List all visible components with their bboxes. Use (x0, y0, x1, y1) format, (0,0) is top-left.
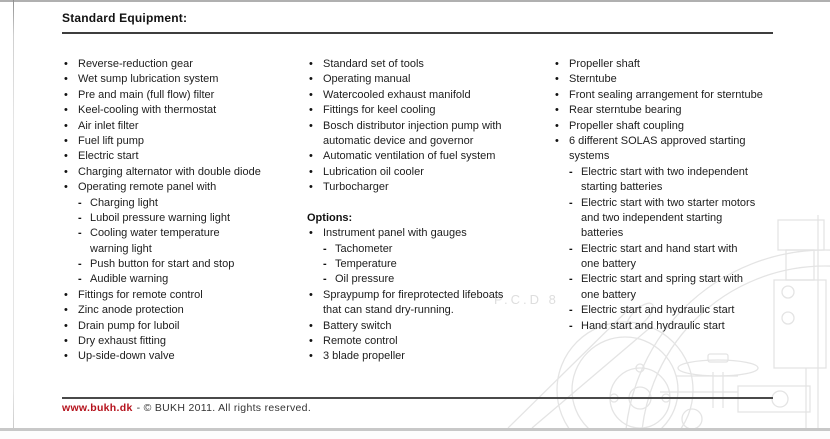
dash-icon: - (569, 165, 573, 178)
list-item (553, 211, 797, 226)
list-item-text: starting batteries (581, 181, 663, 194)
bullet-icon: • (555, 119, 559, 132)
list-item-text: Hand start and hydraulic start (581, 319, 725, 332)
list-item (307, 134, 551, 149)
list-item-text: Cooling water temperature (90, 227, 220, 240)
title-divider (62, 32, 773, 34)
list-item (62, 272, 306, 287)
dash-icon: - (569, 196, 573, 209)
bullet-icon: • (309, 104, 313, 117)
list-item (62, 165, 306, 180)
list-item (307, 288, 551, 303)
list-item (307, 319, 551, 334)
list-item (553, 257, 797, 272)
equipment-column-3 (553, 57, 797, 334)
bullet-icon: • (64, 104, 68, 117)
bullet-icon: • (555, 58, 559, 70)
list-item-text: Sterntube (569, 73, 617, 86)
list-item-text: Charging alternator with double diode (78, 165, 261, 178)
dash-icon: - (569, 319, 573, 332)
list-item-text: Operating manual (323, 73, 411, 86)
list-item (62, 149, 306, 164)
list-item-text: automatic device and governor (323, 134, 474, 147)
list-item-text: Up-side-down valve (78, 350, 175, 363)
list-item-text: Audible warning (90, 273, 169, 286)
list-item (553, 226, 797, 241)
list-item (62, 88, 306, 103)
equipment-column-2 (307, 57, 551, 365)
list-item-text: Dry exhaust fitting (78, 335, 167, 348)
bullet-icon: • (309, 88, 313, 101)
list-item-text: Bosch distributor injection pump with (323, 119, 502, 132)
list-item (553, 288, 797, 303)
list-item-text: Drain pump for luboil (78, 319, 180, 332)
bullet-icon: • (309, 350, 313, 363)
list-item (62, 180, 306, 195)
list-item-text: Fuel lift pump (78, 134, 145, 147)
list-item-text: Charging light (90, 196, 158, 209)
list-item (62, 334, 306, 349)
list-item (62, 119, 306, 134)
list-item-text: Luboil pressure warning light (90, 211, 231, 224)
list-item-text: Turbocharger (323, 181, 389, 194)
bullet-icon: • (309, 335, 313, 348)
dash-icon: - (78, 258, 82, 271)
list-item (307, 57, 551, 72)
list-item-text: Watercooled exhaust manifold (323, 88, 471, 101)
list-item-text: Options: (307, 211, 353, 224)
list-item (307, 88, 551, 103)
list-item-text: Fittings for keel cooling (323, 104, 436, 117)
list-item (307, 334, 551, 349)
dash-icon: - (323, 273, 327, 286)
bullet-icon: • (555, 104, 559, 117)
list-item-text: and two independent starting (581, 211, 723, 224)
bullet-icon: • (64, 58, 68, 70)
list-item-text: Electric start (78, 150, 139, 163)
list-item (553, 242, 797, 257)
list-item (553, 72, 797, 87)
list-item-text: Automatic ventilation of fuel system (323, 150, 496, 163)
list-item-text: Push button for start and stop (90, 258, 235, 271)
list-item (62, 288, 306, 303)
list-item (307, 242, 551, 257)
list-item-text: Spraypump for fireprotected lifeboats (323, 288, 504, 301)
bullet-icon: • (309, 58, 313, 70)
bullet-icon: • (64, 134, 68, 147)
bullet-icon: • (64, 335, 68, 348)
list-item (307, 349, 551, 364)
list-item (307, 272, 551, 287)
bullet-icon: • (64, 165, 68, 178)
dash-icon: - (569, 304, 573, 317)
list-item (553, 319, 797, 334)
list-item (62, 257, 306, 272)
bullet-icon: • (309, 119, 313, 132)
list-item-text: Rear sterntube bearing (569, 104, 682, 117)
list-item-text: Standard set of tools (323, 58, 424, 70)
list-item-text: systems (569, 150, 610, 163)
page-left-edge (13, 0, 14, 428)
dash-icon: - (323, 242, 327, 255)
dash-icon: - (78, 227, 82, 240)
list-item (553, 134, 797, 149)
list-item (307, 303, 551, 318)
dash-icon: - (78, 211, 82, 224)
list-item (553, 103, 797, 118)
list-item (307, 149, 551, 164)
list-item-text: Operating remote panel with (78, 181, 217, 194)
list-item-text: batteries (581, 227, 624, 240)
list-item-text: Electric start and hydraulic start (581, 304, 735, 317)
bullet-icon: • (555, 134, 559, 147)
list-item (553, 149, 797, 164)
list-item-text: Remote control (323, 335, 398, 348)
list-item-text: Reverse-reduction gear (78, 58, 193, 70)
list-item (62, 319, 306, 334)
bullet-icon: • (309, 319, 313, 332)
footer (62, 402, 311, 414)
dash-icon: - (78, 196, 82, 209)
list-item-text: one battery (581, 258, 637, 271)
list-item-text: Keel-cooling with thermostat (78, 104, 217, 117)
list-item (553, 165, 797, 180)
list-item (307, 180, 551, 195)
list-item (62, 242, 306, 257)
list-item-text: warning light (90, 242, 152, 255)
list-item (553, 119, 797, 134)
list-item-text: Air inlet filter (78, 119, 139, 132)
list-item-text: Electric start and spring start with (581, 273, 744, 286)
list-item (553, 272, 797, 287)
list-item (553, 196, 797, 211)
bullet-icon: • (64, 73, 68, 86)
list-item-text: Temperature (335, 258, 397, 271)
scan-background (0, 431, 830, 439)
bullet-icon: • (64, 288, 68, 301)
list-item-text: Electric start with two starter motors (581, 196, 756, 209)
list-item-text: Pre and main (full flow) filter (78, 88, 215, 101)
list-item-text: 3 blade propeller (323, 350, 405, 363)
list-item (307, 103, 551, 118)
list-item (62, 196, 306, 211)
bullet-icon: • (309, 181, 313, 194)
list-item (307, 72, 551, 87)
list-item (62, 303, 306, 318)
bullet-icon: • (309, 73, 313, 86)
list-item-text: Instrument panel with gauges (323, 227, 467, 240)
list-item (553, 303, 797, 318)
list-item (553, 57, 797, 72)
list-item (62, 57, 306, 72)
bullet-icon: • (64, 88, 68, 101)
list-item (307, 119, 551, 134)
bullet-icon: • (64, 150, 68, 163)
list-item-text: Electric start and hand start with (581, 242, 738, 255)
list-item-text: Propeller shaft (569, 58, 640, 70)
website-link[interactable]: www.bukh.dk (62, 402, 133, 414)
list-item (62, 134, 306, 149)
list-item (307, 257, 551, 272)
list-item (62, 226, 306, 241)
drawing-dimension-label: P.C.D 8 (494, 292, 559, 307)
bullet-icon: • (64, 181, 68, 194)
list-item-text: Tachometer (335, 242, 393, 255)
dash-icon: - (569, 242, 573, 255)
bullet-icon: • (309, 227, 313, 240)
list-item (307, 226, 551, 241)
dash-icon: - (323, 258, 327, 271)
list-item (62, 103, 306, 118)
list-item (62, 72, 306, 87)
list-item-text: Fittings for remote control (78, 288, 203, 301)
footer-divider (62, 397, 773, 399)
list-item (62, 349, 306, 364)
list-item (307, 196, 551, 211)
list-item-text: Oil pressure (335, 273, 395, 286)
page-title: Standard Equipment: (62, 11, 188, 25)
bullet-icon: • (64, 119, 68, 132)
dash-icon: - (78, 273, 82, 286)
list-item-text: Lubrication oil cooler (323, 165, 424, 178)
list-item (553, 180, 797, 195)
list-item-text: Propeller shaft coupling (569, 119, 684, 132)
bullet-icon: • (555, 88, 559, 101)
list-item (307, 165, 551, 180)
list-item-text: Wet sump lubrication system (78, 73, 219, 86)
bullet-icon: • (309, 165, 313, 178)
bullet-icon: • (64, 319, 68, 332)
bullet-icon: • (309, 288, 313, 301)
copyright-text: - © BUKH 2011. All rights reserved. (136, 402, 312, 414)
list-item (62, 211, 306, 226)
list-item-text: one battery (581, 288, 637, 301)
bullet-icon: • (309, 150, 313, 163)
list-item-text: Electric start with two independent (581, 165, 748, 178)
bullet-icon: • (64, 350, 68, 363)
list-item-text: Battery switch (323, 319, 392, 332)
list-item-text: 6 different SOLAS approved starting (569, 134, 746, 147)
options-heading (307, 211, 551, 226)
list-item-text: that can stand dry-running. (323, 304, 454, 317)
list-item-text: Front sealing arrangement for sterntube (569, 88, 763, 101)
bullet-icon: • (64, 304, 68, 317)
list-item (553, 88, 797, 103)
equipment-column-1 (62, 57, 306, 365)
page-top-edge (0, 0, 830, 2)
list-item-text: Zinc anode protection (78, 304, 184, 317)
dash-icon: - (569, 273, 573, 286)
bullet-icon: • (555, 73, 559, 86)
